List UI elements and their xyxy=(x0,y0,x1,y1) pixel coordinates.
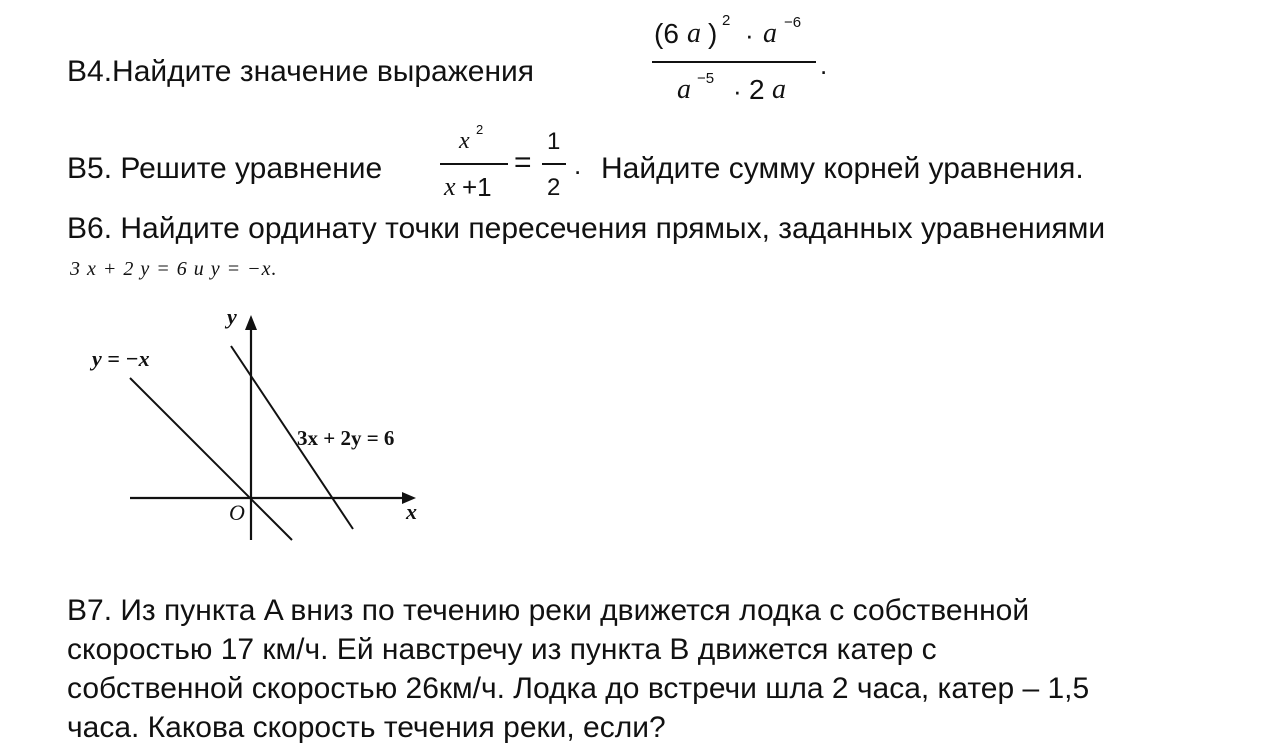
b4-num-exp: 2 xyxy=(722,12,731,29)
b4-period: . xyxy=(820,50,828,80)
b4-num-a2: a xyxy=(763,18,777,49)
b5-equals: = xyxy=(514,146,532,179)
b4-den-a: a xyxy=(677,74,691,105)
problem-b5-label: В5 xyxy=(67,152,104,185)
b4-num-exp2: −6 xyxy=(784,14,802,31)
b5-den-x: x xyxy=(444,172,456,201)
y-axis-label: y xyxy=(227,304,237,329)
problem-b7-line4-tail: ? xyxy=(649,711,666,744)
b4-den-a2: a xyxy=(772,74,786,105)
b4-den-two: 2 xyxy=(749,74,765,105)
b5-fraction-bar xyxy=(440,163,508,165)
problem-b5-text: . Решите уравнение xyxy=(103,152,383,185)
b4-num-open: (6 xyxy=(654,18,679,49)
line2-label: 3x + 2y = 6 xyxy=(297,426,395,450)
problem-b7-line4-text: часа. Какова скорость течения реки, если xyxy=(67,711,649,744)
problem-b7-line2: скоростью 17 км/ч. Ей навстречу из пункта B движется катер с xyxy=(67,633,937,666)
problem-b4-text: .Найдите значение выражения xyxy=(103,55,535,88)
x-axis-label: x xyxy=(406,499,417,524)
problem-b6 xyxy=(67,212,1105,246)
b4-num-close: ) xyxy=(708,18,718,49)
problem-b6-equations: 3 x + 2 y = 6 и y = −x. xyxy=(70,258,278,280)
b5-den-rest: +1 xyxy=(462,172,492,202)
b5-rhs-bar xyxy=(542,163,566,165)
b4-num-a: a xyxy=(687,18,701,49)
problem-b4 xyxy=(67,55,534,89)
problem-b7-line1 xyxy=(67,594,1029,628)
b5-period: . xyxy=(574,150,582,180)
problem-b7-label: В7. xyxy=(67,594,113,627)
problem-b7-line1-text: Из пункта A вниз по течению реки движется лодка с собственной xyxy=(112,594,1030,627)
b5-rhs-num: 1 xyxy=(547,128,561,155)
problem-b7-line4 xyxy=(67,711,666,745)
line1-label: y = −x xyxy=(92,346,150,371)
problem-b6-text: . Найдите ординату точки пересечения прямых, заданных уравнениями xyxy=(103,212,1106,245)
problem-b6-label: В6 xyxy=(67,212,104,245)
b4-fraction-bar xyxy=(652,61,816,63)
y-axis-arrow-icon xyxy=(245,315,257,330)
b5-rhs-den: 2 xyxy=(547,174,561,201)
origin-label: O xyxy=(229,500,245,525)
problem-b4-label: В4 xyxy=(67,55,104,88)
problem-b5-tail: Найдите сумму корней уравнения. xyxy=(601,152,1084,185)
lines-figure xyxy=(80,300,440,550)
b4-num-dot: · xyxy=(745,20,754,50)
problem-b7-line3: собственной скоростью 26км/ч. Лодка до встречи шла 2 часа, катер – 1,5 xyxy=(67,672,1090,705)
b5-num-x: x xyxy=(459,128,470,154)
problem-b5 xyxy=(67,152,382,186)
b5-num-exp: 2 xyxy=(476,122,484,137)
b4-den-exp: −5 xyxy=(697,70,715,87)
b4-den-dot: · xyxy=(733,76,742,106)
